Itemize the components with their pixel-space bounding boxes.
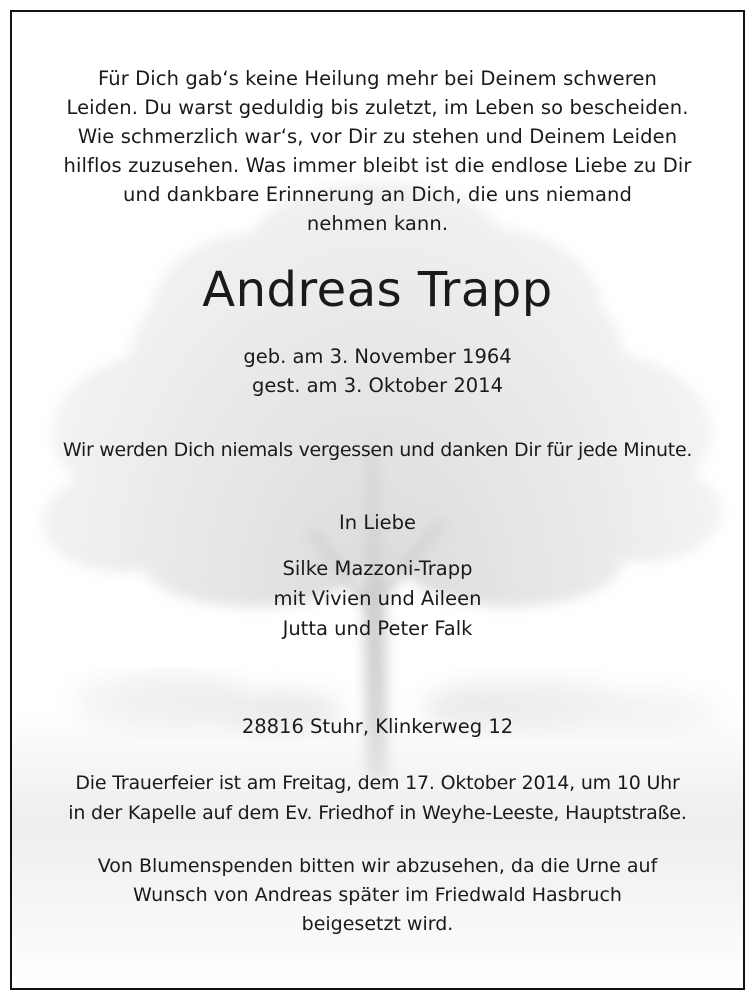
funeral-service-info	[12, 768, 743, 828]
dedication-line: Wir werden Dich niemals vergessen und danken Dir für jede Minute.	[62, 439, 693, 461]
in-love-label: In Liebe	[339, 511, 416, 534]
mourner-line: Jutta und Peter Falk	[282, 617, 473, 640]
deceased-name: Andreas Trapp	[202, 262, 553, 318]
service-line: in der Kapelle auf dem Ev. Friedhof in Weyhe-Leeste, Hauptstraße.	[68, 802, 687, 824]
flowers-line: Wunsch von Andreas später im Friedwald Hasbruch	[133, 884, 622, 906]
life-dates	[12, 342, 743, 400]
poem-line: Wie schmerzlich war‘s, vor Dir zu stehen und Deinem Leiden	[77, 125, 678, 148]
service-line: Die Trauerfeier ist am Freitag, dem 17. Oktober 2014, um 10 Uhr	[75, 772, 680, 794]
poem-line: Für Dich gab‘s keine Heilung mehr bei Deinem schweren	[97, 67, 658, 90]
poem-line: nehmen kann.	[306, 212, 449, 235]
birth-date: geb. am 3. November 1964	[243, 345, 512, 368]
poem-line: hilflos zuzusehen. Was immer bleibt ist die endlose Liebe zu Dir	[63, 154, 692, 177]
family-address	[12, 712, 743, 741]
flowers-request	[12, 852, 743, 939]
flowers-line: beigesetzt wird.	[301, 913, 454, 935]
mourner-line: mit Vivien und Aileen	[273, 587, 482, 610]
poem-line: Leiden. Du warst geduldig bis zuletzt, im Leben so bescheiden.	[66, 96, 689, 119]
mourners-list	[12, 554, 743, 644]
obituary-notice	[10, 10, 745, 990]
mourner-line: Silke Mazzoni-Trapp	[282, 557, 473, 580]
address-line: 28816 Stuhr, Klinkerweg 12	[241, 715, 514, 738]
flowers-line: Von Blumenspenden bitten wir abzusehen, da die Urne auf	[97, 855, 658, 877]
death-date: gest. am 3. Oktober 2014	[252, 374, 503, 397]
poem-text	[12, 64, 743, 238]
dedication-text	[12, 436, 743, 465]
in-love-heading	[12, 508, 743, 537]
poem-line: und dankbare Erinnerung an Dich, die uns niemand	[123, 183, 632, 206]
